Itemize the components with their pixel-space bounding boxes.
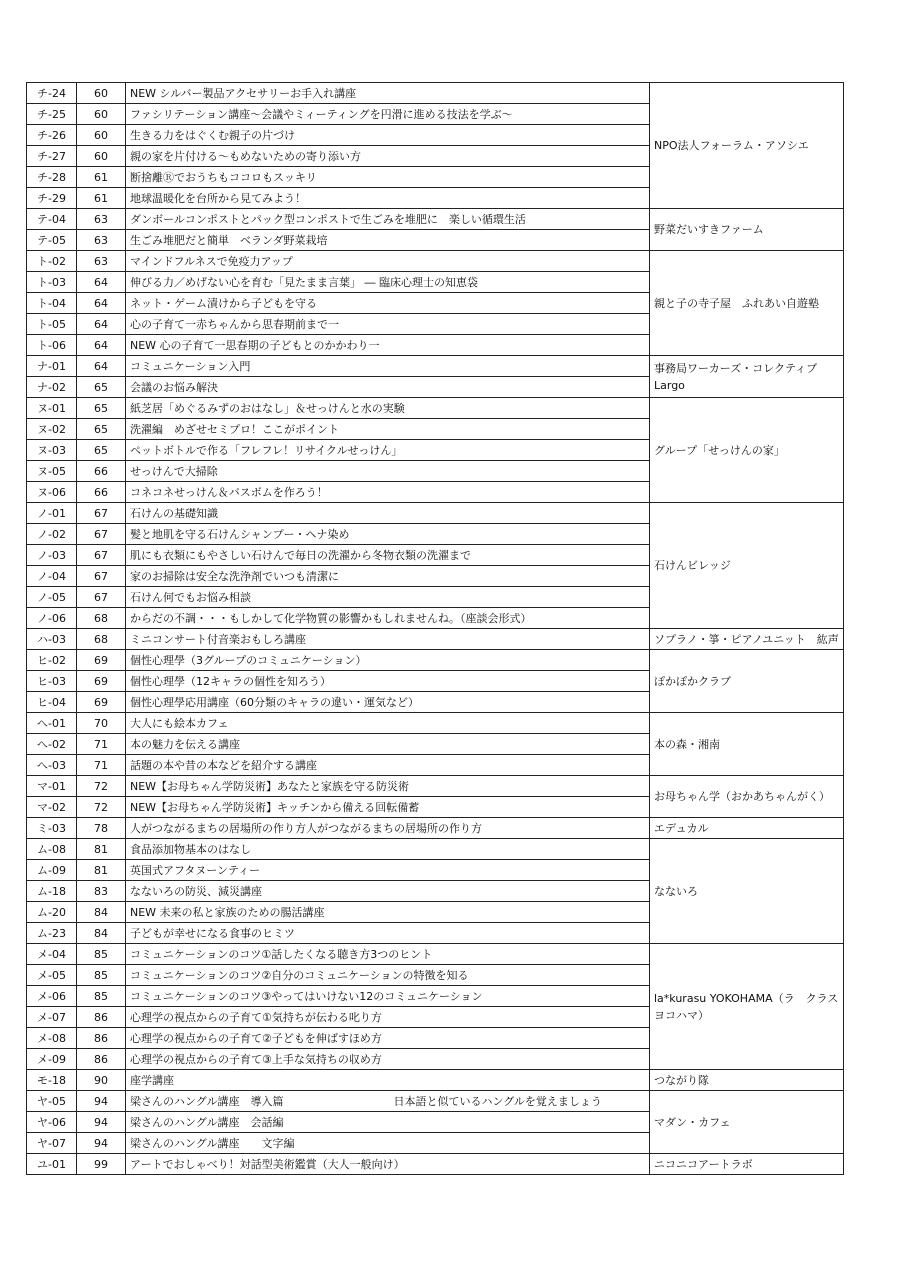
course-title: 肌にも衣類にもやさしい石けんで毎日の洗濯から冬物衣類の洗濯まで: [126, 545, 650, 566]
page-number: 61: [77, 167, 126, 188]
organization-name: 本の森・湘南: [650, 713, 844, 776]
page-number: 65: [77, 398, 126, 419]
course-code: チ-28: [27, 167, 77, 188]
page-number: 85: [77, 944, 126, 965]
organization-name: ニコニコアートラボ: [650, 1154, 844, 1175]
page-number: 81: [77, 860, 126, 881]
course-code: メ-05: [27, 965, 77, 986]
page-number: 67: [77, 545, 126, 566]
page-number: 85: [77, 965, 126, 986]
page-number: 63: [77, 209, 126, 230]
organization-name: エデュカル: [650, 818, 844, 839]
course-title: NEW 心の子育て一思春期の子どもとのかかわり一: [126, 335, 650, 356]
page-number: 60: [77, 104, 126, 125]
table-row: [27, 356, 844, 377]
course-code: ヒ-04: [27, 692, 77, 713]
course-code: ノ-02: [27, 524, 77, 545]
course-title: 伸びる力／めげない心を育む「見たまま言葉」 ― 臨床心理士の知恵袋: [126, 272, 650, 293]
course-title: 話題の本や昔の本などを紹介する講座: [126, 755, 650, 776]
course-title: コミュニケーション入門: [126, 356, 650, 377]
page-number: 66: [77, 482, 126, 503]
course-code: ナ-01: [27, 356, 77, 377]
organization-name: マダン・カフェ: [650, 1091, 844, 1154]
organization-name: お母ちゃん学（おかあちゃんがく）: [650, 776, 844, 818]
organization-name: 野菜だいすきファーム: [650, 209, 844, 251]
course-title: 生きる力をはぐくむ親子の片づけ: [126, 125, 650, 146]
course-title: 心理学の視点からの子育て②子どもを伸ばすほめ方: [126, 1028, 650, 1049]
page-number: 67: [77, 524, 126, 545]
page-number: 64: [77, 356, 126, 377]
course-code: テ-04: [27, 209, 77, 230]
course-title: 地球温暖化を台所から見てみよう！: [126, 188, 650, 209]
course-title: なないろの防災、減災講座: [126, 881, 650, 902]
table-row: [27, 1091, 844, 1112]
course-title: ダンボールコンポストとパック型コンポストで生ごみを堆肥に 楽しい循環生活: [126, 209, 650, 230]
course-code: ヌ-05: [27, 461, 77, 482]
course-code: ノ-06: [27, 608, 77, 629]
course-title: 親の家を片付ける～もめないための寄り添い方: [126, 146, 650, 167]
course-code: へ-01: [27, 713, 77, 734]
organization-name: つながり隊: [650, 1070, 844, 1091]
course-code: ム-09: [27, 860, 77, 881]
page-number: 67: [77, 587, 126, 608]
course-code: ム-08: [27, 839, 77, 860]
course-code: ハ-03: [27, 629, 77, 650]
organization-name: la*kurasu YOKOHAMA（ラ クラス ヨコハマ）: [650, 944, 844, 1070]
course-code: チ-26: [27, 125, 77, 146]
course-code: ヒ-03: [27, 671, 77, 692]
page-number: 84: [77, 902, 126, 923]
course-title: 人がつながるまちの居場所の作り方人がつながるまちの居場所の作り方: [126, 818, 650, 839]
course-code: モ-18: [27, 1070, 77, 1091]
page-number: 63: [77, 251, 126, 272]
page-number: 99: [77, 1154, 126, 1175]
course-title: 心理学の視点からの子育て①気持ちが伝わる叱り方: [126, 1007, 650, 1028]
organization-name: 石けんビレッジ: [650, 503, 844, 629]
page-number: 64: [77, 314, 126, 335]
course-title: 梁さんのハングル講座 会話編: [126, 1112, 650, 1133]
course-title: NEW【お母ちゃん学防災術】キッチンから備える回転備蓄: [126, 797, 650, 818]
page-number: 94: [77, 1133, 126, 1154]
table-row: [27, 944, 844, 965]
organization-name: グループ「せっけんの家」: [650, 398, 844, 503]
course-title: 個性心理學応用講座（60分類のキャラの違い・運気など）: [126, 692, 650, 713]
course-title: 梁さんのハングル講座 導入篇 日本語と似ているハングルを覚えましょう: [126, 1091, 650, 1112]
course-title: 個性心理學（12キャラの個性を知ろう）: [126, 671, 650, 692]
course-title: ネット・ゲーム漬けから子どもを守る: [126, 293, 650, 314]
course-code: ユ-01: [27, 1154, 77, 1175]
course-code: ヤ-07: [27, 1133, 77, 1154]
course-code: ヤ-05: [27, 1091, 77, 1112]
course-code: ム-23: [27, 923, 77, 944]
page-number: 71: [77, 734, 126, 755]
course-table: [26, 82, 844, 1175]
course-code: ナ-02: [27, 377, 77, 398]
page-number: 81: [77, 839, 126, 860]
course-code: ト-04: [27, 293, 77, 314]
course-code: ヤ-06: [27, 1112, 77, 1133]
course-code: メ-06: [27, 986, 77, 1007]
page-number: 65: [77, 377, 126, 398]
course-title: 本の魅力を伝える講座: [126, 734, 650, 755]
table-row: [27, 650, 844, 671]
course-title: ミニコンサート付音楽おもしろ講座: [126, 629, 650, 650]
course-code: ト-03: [27, 272, 77, 293]
page-number: 68: [77, 629, 126, 650]
course-title: 洗濯編 めざせセミプロ！ここがポイント: [126, 419, 650, 440]
organization-name: NPO法人フォーラム・アソシエ: [650, 83, 844, 209]
course-title: 会議のお悩み解決: [126, 377, 650, 398]
page-number: 86: [77, 1049, 126, 1070]
course-title: 髪と地肌を守る石けんシャンプー・ヘナ染め: [126, 524, 650, 545]
course-code: チ-27: [27, 146, 77, 167]
course-title: 紙芝居「めぐるみずのおはなし」＆せっけんと水の実験: [126, 398, 650, 419]
table-row: [27, 776, 844, 797]
course-title: 梁さんのハングル講座 文字編: [126, 1133, 650, 1154]
course-title: コネコネせっけん＆バスボムを作ろう！: [126, 482, 650, 503]
course-code: ヒ-02: [27, 650, 77, 671]
course-title: 大人にも絵本カフェ: [126, 713, 650, 734]
organization-name: ソプラノ・箏・ピアノユニット 紘声: [650, 629, 844, 650]
page-number: 85: [77, 986, 126, 1007]
page-number: 72: [77, 776, 126, 797]
page-number: 65: [77, 440, 126, 461]
course-title: マインドフルネスで免疫力アップ: [126, 251, 650, 272]
course-title: ファシリテーション講座～会議やミィーティングを円滑に進める技法を学ぶ～: [126, 104, 650, 125]
organization-name: ぽかぽかクラブ: [650, 650, 844, 713]
page-number: 71: [77, 755, 126, 776]
page-number: 67: [77, 503, 126, 524]
page-number: 65: [77, 419, 126, 440]
course-code: メ-04: [27, 944, 77, 965]
course-code: マ-02: [27, 797, 77, 818]
course-code: ノ-04: [27, 566, 77, 587]
table-row: [27, 839, 844, 860]
organization-name: なないろ: [650, 839, 844, 944]
page-number: 60: [77, 146, 126, 167]
course-code: チ-25: [27, 104, 77, 125]
page-number: 64: [77, 335, 126, 356]
course-title: 家のお掃除は安全な洗浄剤でいつも清潔に: [126, 566, 650, 587]
course-code: チ-24: [27, 83, 77, 104]
course-title: からだの不調・・・もしかして化学物質の影響かもしれませんね。（座談会形式）: [126, 608, 650, 629]
course-title: 子どもが幸せになる食事のヒミツ: [126, 923, 650, 944]
page-number: 86: [77, 1007, 126, 1028]
page-number: 67: [77, 566, 126, 587]
page-number: 72: [77, 797, 126, 818]
page-number: 69: [77, 671, 126, 692]
course-title: NEW シルバー製品アクセサリーお手入れ講座: [126, 83, 650, 104]
page-number: 94: [77, 1091, 126, 1112]
page-number: 83: [77, 881, 126, 902]
course-code: ノ-01: [27, 503, 77, 524]
table-row: [27, 398, 844, 419]
table-row: [27, 251, 844, 272]
page-number: 61: [77, 188, 126, 209]
page-number: 78: [77, 818, 126, 839]
course-title: コミュニケーションのコツ①話したくなる聴き方3つのヒント: [126, 944, 650, 965]
organization-name: 親と子の寺子屋 ふれあい自遊塾: [650, 251, 844, 356]
course-code: メ-08: [27, 1028, 77, 1049]
course-title: 石けん何でもお悩み相談: [126, 587, 650, 608]
page-number: 69: [77, 650, 126, 671]
page-number: 64: [77, 272, 126, 293]
course-code: ト-06: [27, 335, 77, 356]
page-number: 86: [77, 1028, 126, 1049]
table-row: [27, 818, 844, 839]
course-code: ノ-05: [27, 587, 77, 608]
course-code: へ-02: [27, 734, 77, 755]
table-row: [27, 1154, 844, 1175]
course-title: 心の子育て一赤ちゃんから思春期前まで一: [126, 314, 650, 335]
page-number: 64: [77, 293, 126, 314]
course-title: 断捨離Ⓡでおうちもココロもスッキリ: [126, 167, 650, 188]
course-code: ト-02: [27, 251, 77, 272]
course-code: テ-05: [27, 230, 77, 251]
page-number: 94: [77, 1112, 126, 1133]
table-row: [27, 713, 844, 734]
page-number: 63: [77, 230, 126, 251]
course-title: 生ごみ堆肥だと簡単 ベランダ野菜栽培: [126, 230, 650, 251]
table-row: [27, 629, 844, 650]
course-title: NEW【お母ちゃん学防災術】あなたと家族を守る防災術: [126, 776, 650, 797]
course-code: メ-09: [27, 1049, 77, 1070]
course-code: チ-29: [27, 188, 77, 209]
table-row: [27, 1070, 844, 1091]
course-code: メ-07: [27, 1007, 77, 1028]
page-number: 68: [77, 608, 126, 629]
course-code: ム-18: [27, 881, 77, 902]
course-title: せっけんで大掃除: [126, 461, 650, 482]
course-title: 個性心理學（3グループのコミュニケーション）: [126, 650, 650, 671]
course-title: コミュニケーションのコツ②自分のコミュニケーションの特徴を知る: [126, 965, 650, 986]
course-title: コミュニケーションのコツ③やってはいけない12のコミュニケーション: [126, 986, 650, 1007]
course-title: ペットボトルで作る「フレフレ！リサイクルせっけん」: [126, 440, 650, 461]
course-code: ヌ-02: [27, 419, 77, 440]
course-code: ヌ-01: [27, 398, 77, 419]
page-number: 69: [77, 692, 126, 713]
organization-name: 事務局ワーカーズ・コレクティブLargo: [650, 356, 844, 398]
course-code: ム-20: [27, 902, 77, 923]
course-code: マ-01: [27, 776, 77, 797]
course-title: 座学講座: [126, 1070, 650, 1091]
course-code: ノ-03: [27, 545, 77, 566]
page-number: 60: [77, 83, 126, 104]
table-row: [27, 503, 844, 524]
table-row: [27, 83, 844, 104]
page-number: 70: [77, 713, 126, 734]
course-code: へ-03: [27, 755, 77, 776]
course-code: ヌ-03: [27, 440, 77, 461]
course-code: ヌ-06: [27, 482, 77, 503]
page-number: 90: [77, 1070, 126, 1091]
course-code: ト-05: [27, 314, 77, 335]
course-title: アートでおしゃべり！対話型美術鑑賞（大人一般向け）: [126, 1154, 650, 1175]
course-code: ミ-03: [27, 818, 77, 839]
table-row: [27, 209, 844, 230]
course-title: 英国式アフタヌーンティー: [126, 860, 650, 881]
course-title: 石けんの基礎知識: [126, 503, 650, 524]
course-title: 食品添加物基本のはなし: [126, 839, 650, 860]
course-table-body: [27, 83, 844, 1175]
course-title: 心理学の視点からの子育て③上手な気持ちの収め方: [126, 1049, 650, 1070]
page-number: 84: [77, 923, 126, 944]
page-number: 60: [77, 125, 126, 146]
page-number: 66: [77, 461, 126, 482]
course-title: NEW 未来の私と家族のための腸活講座: [126, 902, 650, 923]
